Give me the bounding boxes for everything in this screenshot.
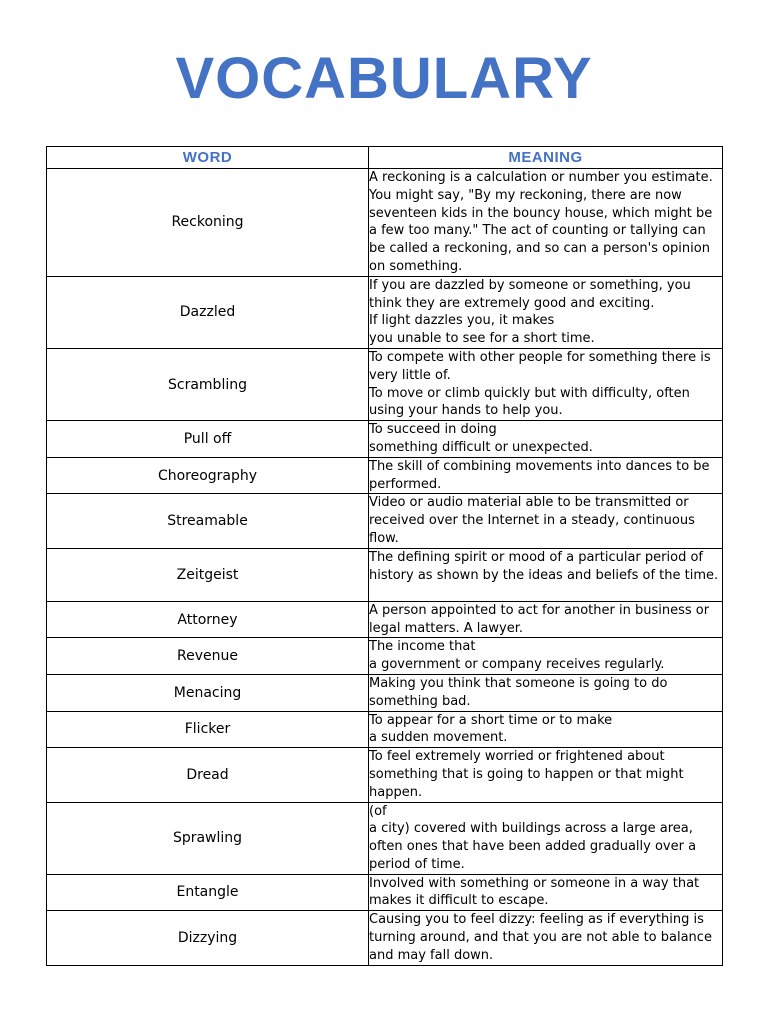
table-row (47, 421, 723, 458)
meaning-cell: (of a city) covered with buildings across a large area, often ones that have been added gradually over a period of time. (369, 802, 723, 874)
meaning-cell: A reckoning is a calculation or number you estimate. You might say, "By my reckoning, there are now seventeen kids in the bouncy house, which might be a few too many." The act of counting or tallying can be called a reckoning, and so can a person's opinion on something. (369, 169, 723, 277)
meaning-cell: To succeed in doing something difficult or unexpected. (369, 421, 723, 458)
word-cell: Reckoning (47, 169, 369, 277)
meaning-cell: Video or audio material able to be transmitted or received over the Internet in a steady, continuous flow. (369, 494, 723, 548)
word-cell: Streamable (47, 494, 369, 548)
word-cell: Scrambling (47, 348, 369, 420)
word-cell: Flicker (47, 711, 369, 748)
word-cell: Choreography (47, 457, 369, 494)
table-row (47, 674, 723, 711)
meaning-cell: To feel extremely worried or frightened about something that is going to happen or that might happen. (369, 748, 723, 802)
word-cell: Dread (47, 748, 369, 802)
meaning-cell: The skill of combining movements into dances to be performed. (369, 457, 723, 494)
word-cell: Entangle (47, 874, 369, 911)
meaning-cell: The defining spirit or mood of a particular period of history as shown by the ideas and beliefs of the time. (369, 548, 723, 601)
table-row (47, 911, 723, 965)
word-cell: Zeitgeist (47, 548, 369, 601)
word-cell: Dizzying (47, 911, 369, 965)
meaning-cell: To appear for a short time or to make a sudden movement. (369, 711, 723, 748)
meaning-cell: Making you think that someone is going to do something bad. (369, 674, 723, 711)
table-row (47, 494, 723, 548)
table-row (47, 548, 723, 601)
word-cell: Pull off (47, 421, 369, 458)
table-row (47, 348, 723, 420)
word-cell: Dazzled (47, 276, 369, 348)
table-row (47, 276, 723, 348)
word-cell: Sprawling (47, 802, 369, 874)
meaning-cell: A person appointed to act for another in business or legal matters. A lawyer. (369, 601, 723, 638)
table-row (47, 638, 723, 675)
meaning-cell: Involved with something or someone in a way that makes it difficult to escape. (369, 874, 723, 911)
table-row (47, 802, 723, 874)
table-row (47, 748, 723, 802)
table-row (47, 457, 723, 494)
table-row (47, 874, 723, 911)
meaning-cell: If you are dazzled by someone or something, you think they are extremely good and exciting. If light dazzles you, it makes you unable to see for a short time. (369, 276, 723, 348)
word-cell: Menacing (47, 674, 369, 711)
page-title: VOCABULARY (175, 46, 593, 111)
word-cell: Revenue (47, 638, 369, 675)
table-row (47, 169, 723, 277)
column-header-meaning: MEANING (369, 147, 723, 169)
vocabulary-table (46, 146, 723, 966)
column-header-word: WORD (47, 147, 369, 169)
table-row (47, 711, 723, 748)
word-cell: Attorney (47, 601, 369, 638)
meaning-cell: The income that a government or company receives regularly. (369, 638, 723, 675)
meaning-cell: To compete with other people for something there is very little of. To move or climb quickly but with difficulty, often using your hands to help you. (369, 348, 723, 420)
meaning-cell: Causing you to feel dizzy: feeling as if everything is turning around, and that you are not able to balance and may fall down. (369, 911, 723, 965)
table-row (47, 601, 723, 638)
table-header-row (47, 147, 723, 169)
